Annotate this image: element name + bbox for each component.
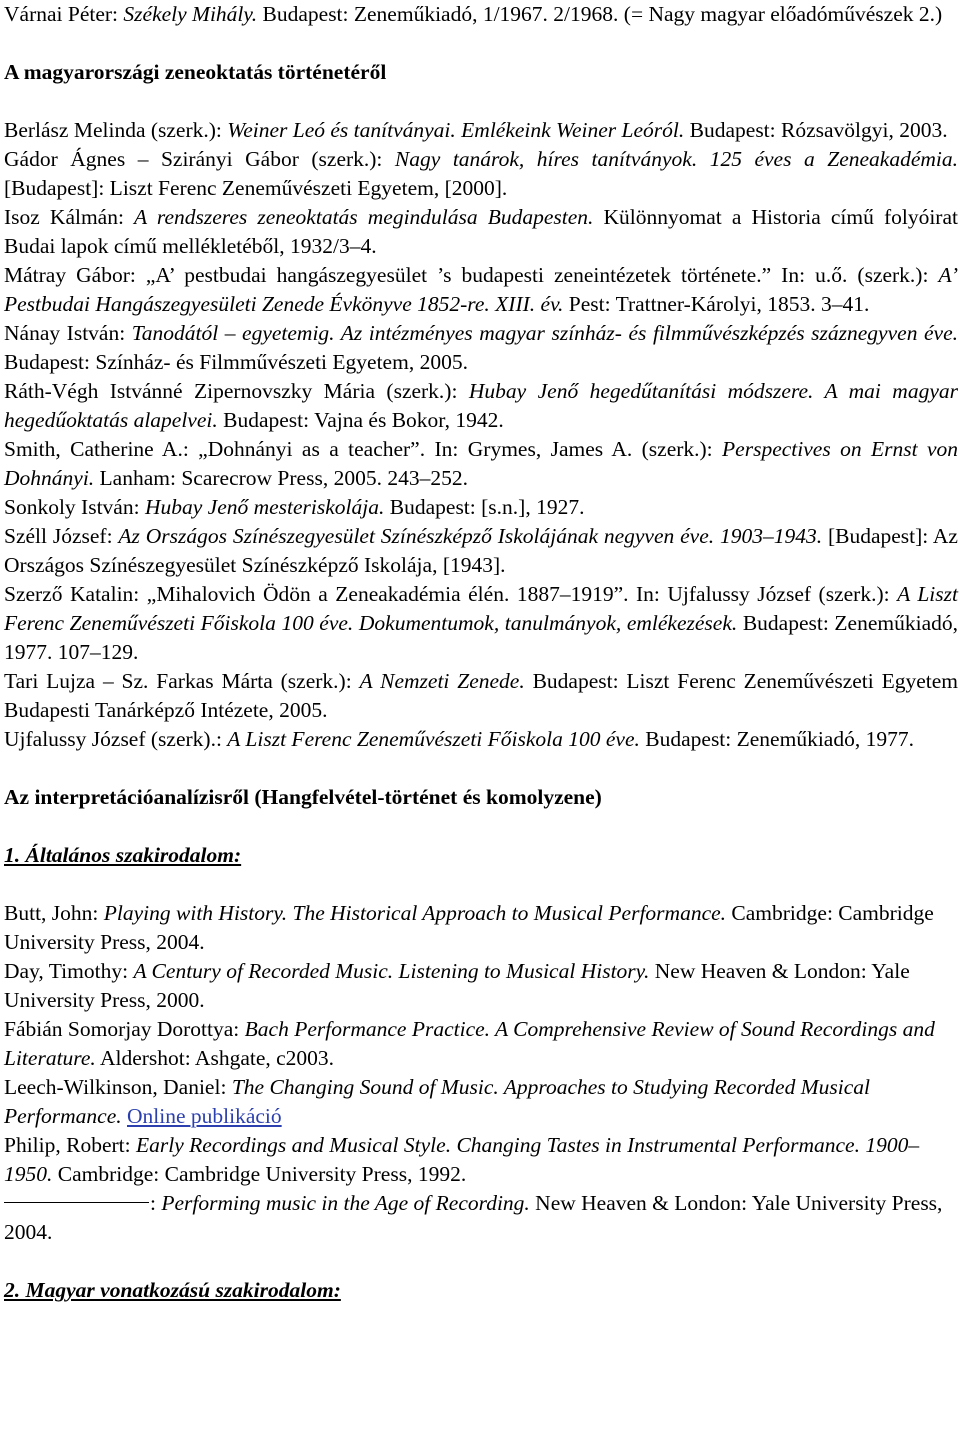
bibliography-list-altalanos <box>4 899 958 1247</box>
bib-entry: Fábián Somorjay Dorottya: Bach Performance Practice. A Comprehensive Review of Sound Recordings and Literature. Aldershot: Ashgate, c2003. <box>4 1017 935 1070</box>
bib-entry-leech-wilkinson: Leech-Wilkinson, Daniel: The Changing Sound of Music. Approaches to Studying Recorded Musical Performance. Online publikáció <box>4 1075 870 1128</box>
bib-entry: Butt, John: Playing with History. The Historical Approach to Musical Performance. Cambridge: Cambridge University Press, 2004. <box>4 901 934 954</box>
bibliography-list-zeneoktatas <box>4 116 958 754</box>
bib-entry: Széll József: Az Országos Színészegyesület Színészképző Iskolájának negyven éve. 1903–1943. [Budapest]: Az Országos Színészegyesület Színészképző Iskolája, [1943]. <box>4 524 958 577</box>
bib-entry: Day, Timothy: A Century of Recorded Music. Listening to Musical History. New Heaven & London: Yale University Press, 2000. <box>4 959 910 1012</box>
bib-entry: Berlász Melinda (szerk.): Weiner Leó és tanítványai. Emlékeink Weiner Leóról. Budapest: Rózsavölgyi, 2003. <box>4 118 948 142</box>
subsection-title-magyar: 2. Magyar vonatkozású szakirodalom: <box>4 1278 341 1302</box>
bib-entry: Mátray Gábor: „A’ pestbudai hangászegyesület ’s budapesti zeneintézetek története.” In: u.ő. (szerk.): A’ Pestbudai Hangászegyesületi Zenede Évkönyve 1852-re. XIII. év. Pest: Trattner-Károlyi, 1853. 3–41. <box>4 263 958 316</box>
bib-entry: Gádor Ágnes – Szirányi Gábor (szerk.): Nagy tanárok, híres tanítványok. 125 éves a Zeneakadémia. [Budapest]: Liszt Ferenc Zeneművészeti Egyetem, [2000]. <box>4 147 958 200</box>
entry-publication: Budapest: Zeneműkiadó, 1/1967. 2/1968. (= Nagy magyar előadóművészek 2.) <box>257 2 943 26</box>
bib-entry-varnai <box>4 0 958 29</box>
entry-title: Székely Mihály. <box>123 2 258 26</box>
bib-entry: Ujfalussy József (szerk).: A Liszt Ferenc Zeneművészeti Főiskola 100 éve. Budapest: Zeneműkiadó, 1977. <box>4 727 914 751</box>
bib-entry: Nánay István: Tanodától – egyetemig. Az intézményes magyar színház- és filmművészképzés száznegyven éve. Budapest: Színház- és Filmművészeti Egyetem, 2005. <box>4 321 958 374</box>
bib-entry: Tari Lujza – Sz. Farkas Márta (szerk.): A Nemzeti Zenede. Budapest: Liszt Ferenc Zeneművészeti Egyetem Budapesti Tanárképző Intézete, 2005. <box>4 669 958 722</box>
bib-entry-ditto: : Performing music in the Age of Recording. New Heaven & London: Yale University Press, 2004. <box>4 1191 943 1244</box>
bib-entry: Philip, Robert: Early Recordings and Musical Style. Changing Tastes in Instrumental Performance. 1900–1950. Cambridge: Cambridge University Press, 1992. <box>4 1133 920 1186</box>
section-title-zeneoktatas: A magyarországi zeneoktatás történetéről <box>4 60 387 84</box>
bib-entry: Isoz Kálmán: A rendszeres zeneoktatás megindulása Budapesten. Különnyomat a Historia című folyóirat Budai lapok című mellékletéből, 1932/3–4. <box>4 205 958 258</box>
bib-entry: Smith, Catherine A.: „Dohnányi as a teacher”. In: Grymes, James A. (szerk.): Perspectives on Ernst von Dohnányi. Lanham: Scarecrow Press, 2005. 243–252. <box>4 437 958 490</box>
subsection-title-altalanos: 1. Általános szakirodalom: <box>4 843 242 867</box>
bib-entry: Ráth-Végh Istvánné Zipernovszky Mária (szerk.): Hubay Jenő hegedűtanítási módszere. A mai magyar hegedűoktatás alapelvei. Budapest: Vajna és Bokor, 1942. <box>4 379 958 432</box>
online-publication-link[interactable]: Online publikáció <box>127 1104 282 1128</box>
ditto-dash <box>4 1202 149 1203</box>
bib-entry: Sonkoly István: Hubay Jenő mesteriskolája. Budapest: [s.n.], 1927. <box>4 495 585 519</box>
entry-author: Várnai Péter: <box>4 2 124 26</box>
bib-entry: Szerző Katalin: „Mihalovich Ödön a Zeneakadémia élén. 1887–1919”. In: Ujfalussy József (szerk.): A Liszt Ferenc Zeneművészeti Főiskola 100 éve. Dokumentumok, tanulmányok, emlékezések. Budapest: Zeneműkiadó, 1977. 107–129. <box>4 582 958 664</box>
section-title-interpretacio: Az interpretációanalízisről (Hangfelvétel-történet és komolyzene) <box>4 785 602 809</box>
